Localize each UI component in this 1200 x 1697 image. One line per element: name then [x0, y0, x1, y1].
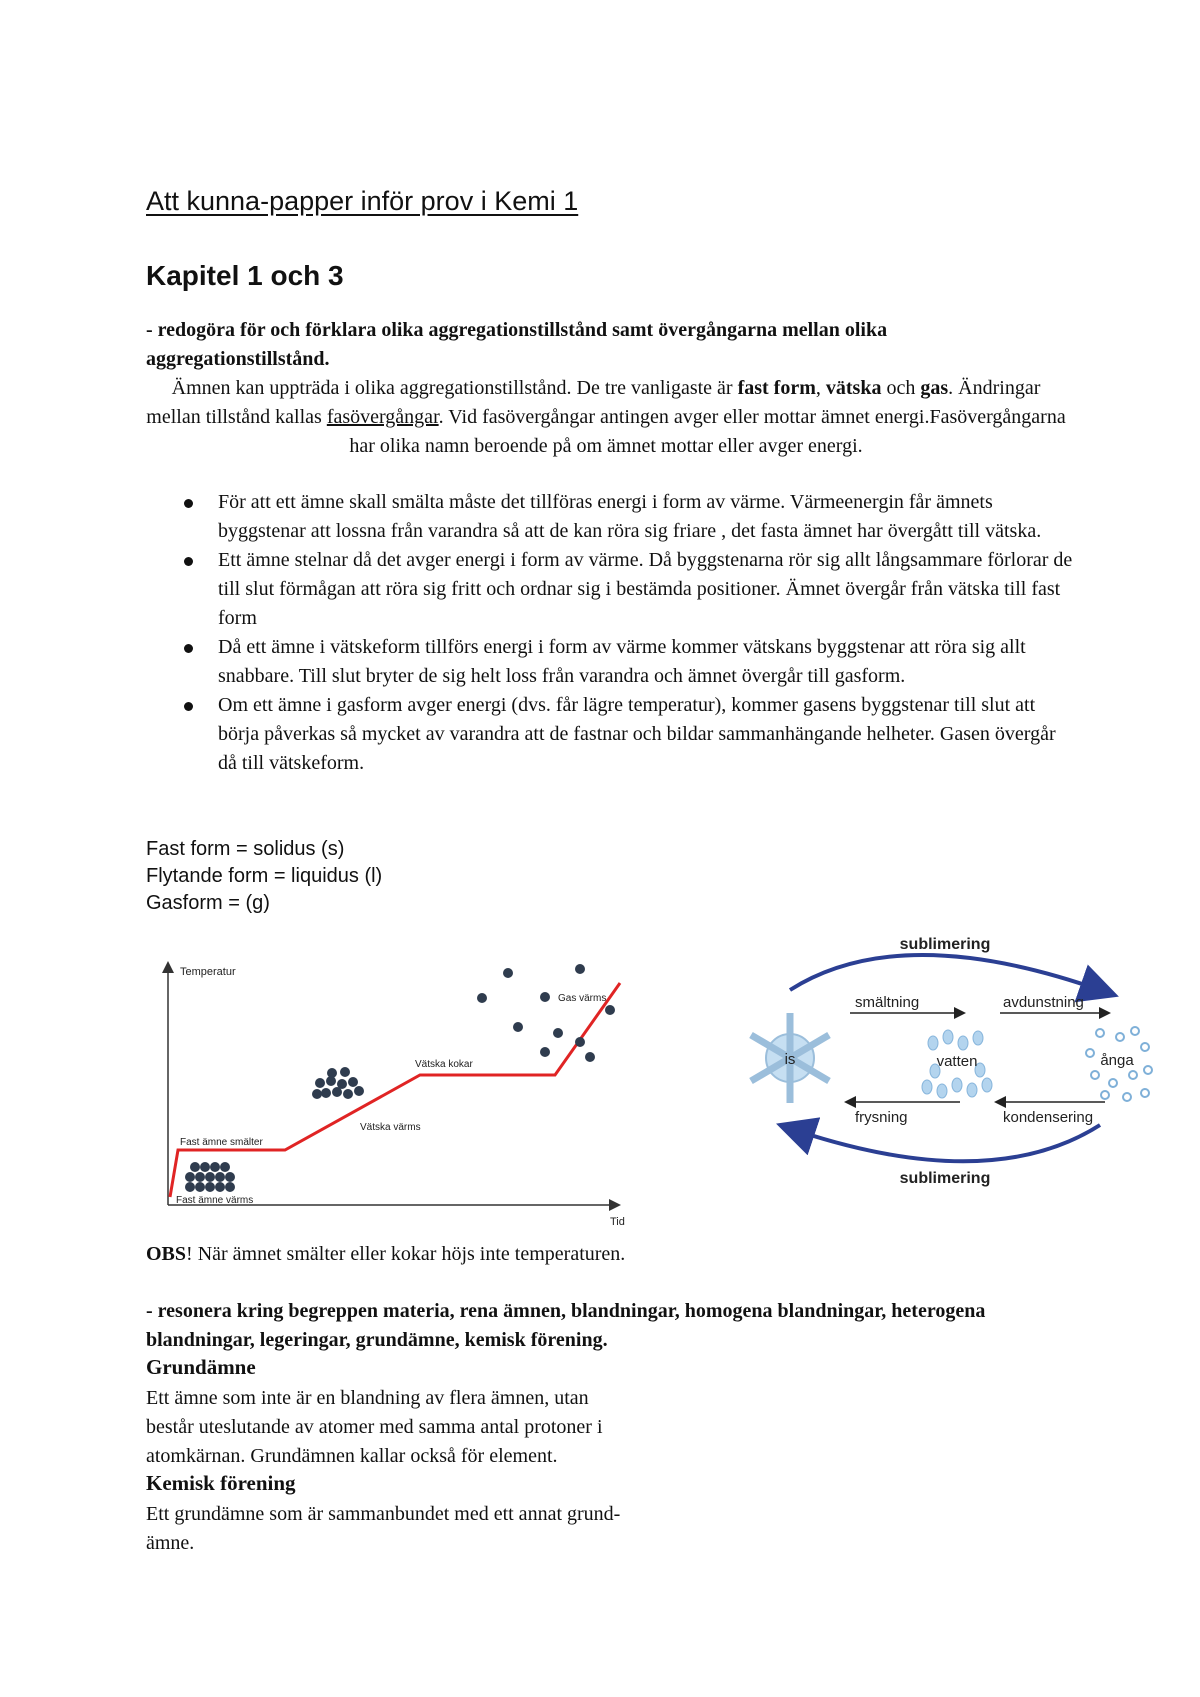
- label-condensation: kondensering: [1003, 1109, 1094, 1126]
- label-gas-heating: Gas värms: [558, 993, 607, 1004]
- intro-text-c: . Ändringar mellan tillstånd kallas: [146, 377, 1041, 428]
- section2-heading: - resonera kring begreppen materia, rena ämnen, blandningar, homogena blandningar, heterogena blandningar, legeringar, grundämne, kemisk förening.: [146, 1300, 986, 1351]
- label-solid-heating: Fast ämne värms: [176, 1195, 254, 1206]
- intro-text-b: och: [881, 377, 921, 399]
- state-gas: Gasform = (g): [146, 892, 270, 914]
- intro-bold-fast-form: fast form: [737, 377, 816, 399]
- label-evaporation: avdunstning: [1003, 994, 1084, 1011]
- list-item-text: För att ett ämne skall smälta måste det tillföras energi i form av värme. Värmeenergin får ämnets byggstenar att lossna från varandra så att de kan röra sig friare , det fasta ämnet har övergått till vätska.: [218, 491, 1042, 542]
- document-title: Att kunna-papper inför prov i Kemi 1: [146, 186, 579, 216]
- phase-transition-cycle-diagram: [735, 925, 1155, 1195]
- bullet-dot-icon: [184, 702, 193, 711]
- x-axis-label: Tid: [610, 1216, 625, 1228]
- sublimation-top-arrow: [790, 955, 1100, 990]
- list-item: [146, 488, 1076, 546]
- bullet-dot-icon: [184, 499, 193, 508]
- label-sublimation-bottom: sublimering: [899, 1170, 991, 1187]
- obs-text: ! När ämnet smälter eller kokar höjs inte temperaturen.: [186, 1243, 626, 1265]
- list-item: [146, 633, 1076, 691]
- section1-intro: [146, 374, 1066, 461]
- list-item: [146, 691, 1076, 778]
- label-ice: is: [784, 1051, 796, 1068]
- obs-note: [146, 1240, 625, 1269]
- label-melting: smältning: [855, 994, 920, 1011]
- label-water: vatten: [936, 1053, 978, 1070]
- label-freezing: frysning: [855, 1109, 908, 1126]
- label-solid-melting: Fast ämne smälter: [180, 1137, 263, 1148]
- chapter-heading: Kapitel 1 och 3: [146, 260, 344, 291]
- obs-label: OBS: [146, 1243, 187, 1265]
- kemisk-forening-line-1: Ett grundämne som är sammanbundet med ett annat grund-: [146, 1503, 621, 1525]
- grundamne-heading: Grundämne: [146, 1355, 256, 1379]
- intro-text-d: . Vid fasövergångar antingen avger eller mottar ämnet energi.Fasövergångarna har olika namn beroende på om ämnet mottar eller avger energi.: [349, 406, 1066, 457]
- solid-particles-icon: [185, 1162, 235, 1192]
- label-sublimation-top: sublimering: [899, 936, 991, 953]
- sublimation-bottom-arrow: [795, 1125, 1100, 1161]
- kemisk-forening-line-2: ämne.: [146, 1532, 195, 1554]
- gas-particles-icon: [477, 964, 615, 1062]
- label-steam: ånga: [1100, 1052, 1134, 1069]
- list-item-text: Ett ämne stelnar då det avger energi i form av värme. Då byggstenarna rör sig allt långsammare förlorar de till slut förmågan att röra sig fritt och ordnar sig i bestämda positioner. Ämnet övergår från vätska till fast form: [218, 549, 1073, 629]
- kemisk-forening-heading: Kemisk förening: [146, 1471, 296, 1495]
- label-liquid-boiling: Vätska kokar: [415, 1059, 473, 1070]
- intro-separator: ,: [815, 377, 826, 399]
- heating-curve-diagram: [160, 955, 630, 1230]
- grundamne-line-1: Ett ämne som inte är en blandning av flera ämnen, utan: [146, 1387, 589, 1409]
- intro-underlined-term: fasövergångar: [326, 406, 439, 428]
- state-liquid: Flytande form = liquidus (l): [146, 865, 383, 887]
- section1-heading: - redogöra för och förklara olika aggregationstillstånd samt övergångarna mellan olika aggregationstillstånd.: [146, 319, 888, 370]
- bullet-dot-icon: [184, 644, 193, 653]
- bullet-dot-icon: [184, 557, 193, 566]
- grundamne-line-2: består uteslutande av atomer med samma antal protoner i: [146, 1416, 603, 1438]
- intro-bold-gas: gas: [920, 377, 949, 399]
- heating-curve-line: [170, 983, 620, 1197]
- list-item-text: Om ett ämne i gasform avger energi (dvs. får lägre temperatur), kommer gasens byggstenar till slut att börja påverkas så mycket av varandra att de fastnar och bildar sammanhängande helheter. Gasen övergår då till vätskeform.: [218, 694, 1056, 774]
- bullet-list: [146, 488, 1076, 778]
- state-solid: Fast form = solidus (s): [146, 838, 345, 860]
- list-item-text: Då ett ämne i vätskeform tillförs energi i form av värme kommer vätskans byggstenar att röra sig allt snabbare. Till slut bryter de sig helt loss från varandra och ämnet övergår till gasform.: [218, 636, 1026, 687]
- label-liquid-heating: Vätska värms: [360, 1122, 421, 1133]
- intro-text-a: Ämnen kan uppträda i olika aggregationstillstånd. De tre vanligaste är: [171, 377, 738, 399]
- liquid-particles-icon: [312, 1067, 364, 1099]
- y-axis-label: Temperatur: [180, 966, 236, 978]
- list-item: [146, 546, 1076, 633]
- intro-bold-vatska: vätska: [825, 377, 882, 399]
- grundamne-line-3: atomkärnan. Grundämnen kallar också för element.: [146, 1445, 558, 1467]
